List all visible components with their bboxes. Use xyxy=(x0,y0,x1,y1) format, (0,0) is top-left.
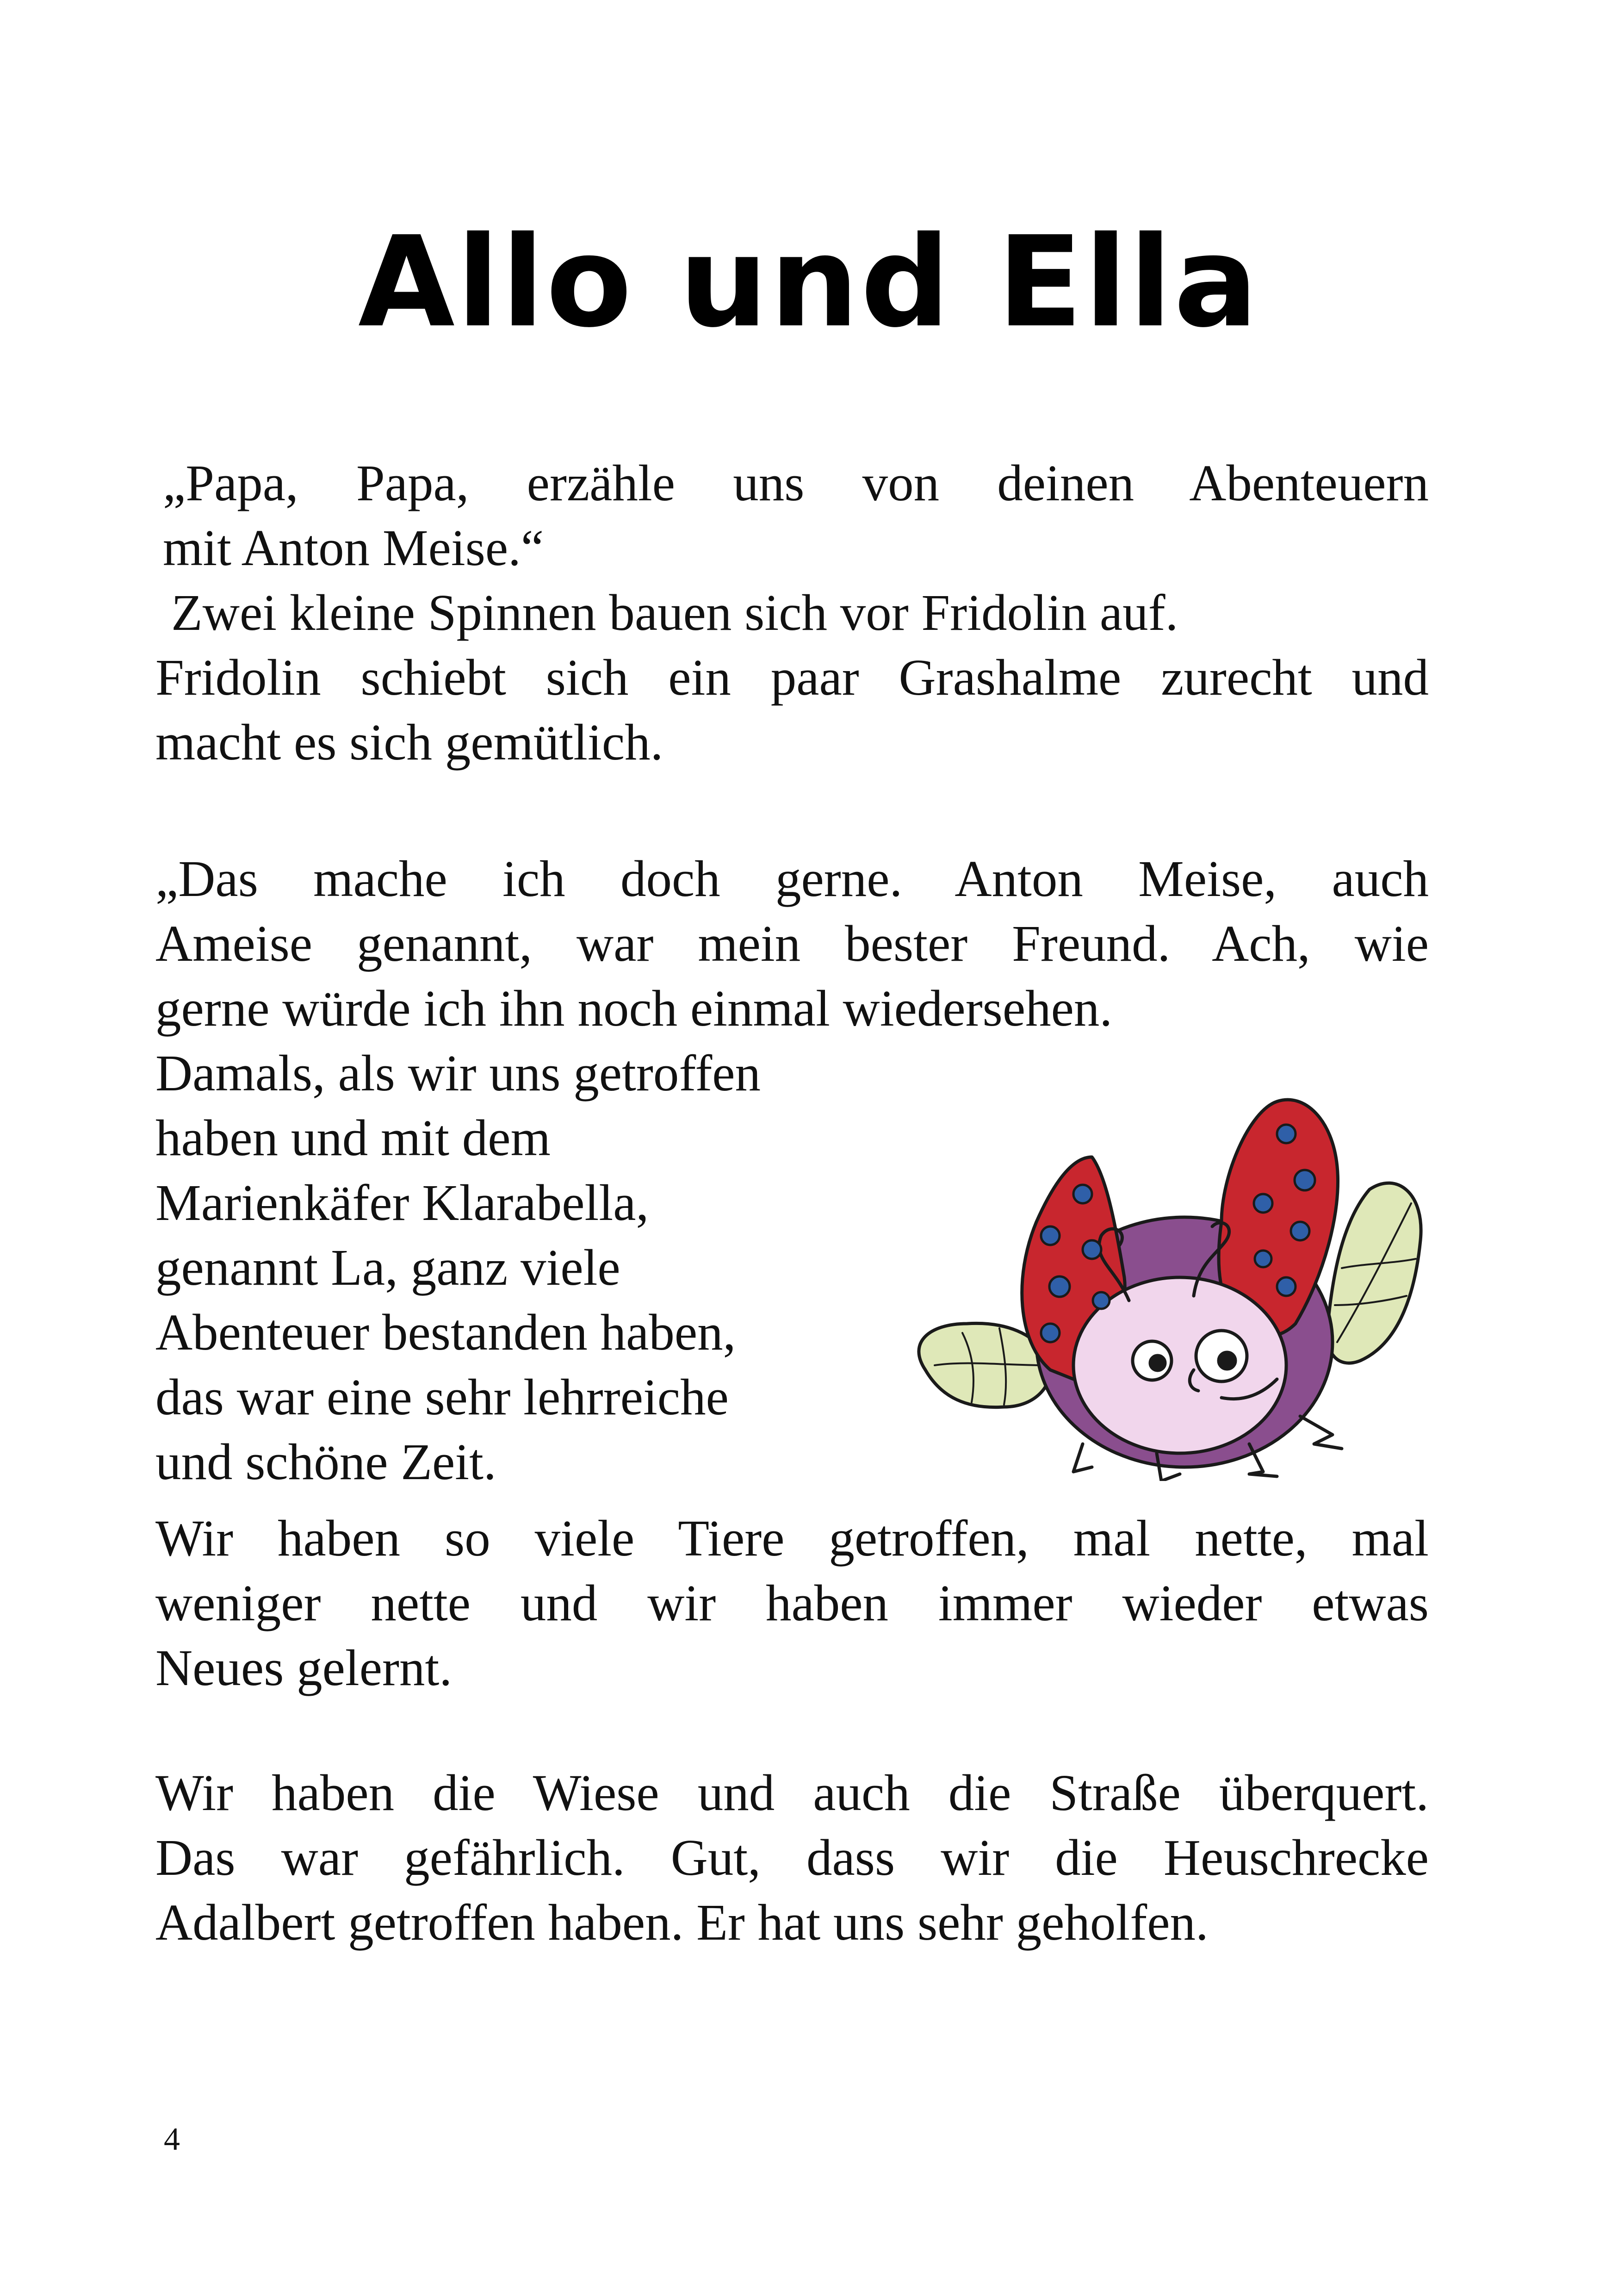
paragraph-line: Marienkäfer Klarabella, xyxy=(155,1175,649,1232)
paragraph-line: „Papa, Papa, erzähle uns von deinen Abenteuern xyxy=(163,455,1429,512)
paragraph-line: Das war gefährlich. Gut, dass wir die Heuschrecke xyxy=(155,1829,1429,1886)
paragraph-line: Fridolin schiebt sich ein paar Grashalme zurecht und xyxy=(155,649,1429,706)
paragraph-line: macht es sich gemütlich. xyxy=(155,714,663,771)
paragraph-line: haben und mit dem xyxy=(155,1110,551,1167)
page-number: 4 xyxy=(164,2122,180,2157)
paragraph-line: Zwei kleine Spinnen bauen sich vor Fridolin auf. xyxy=(171,585,1178,641)
paragraph-line: weniger nette und wir haben immer wieder etwas xyxy=(155,1575,1429,1632)
paragraph-line: das war eine sehr lehrreiche xyxy=(155,1369,729,1426)
paragraph-line: Wir haben so viele Tiere getroffen, mal nette, mal xyxy=(155,1510,1429,1567)
paragraph-line: Damals, als wir uns getroffen xyxy=(155,1045,761,1102)
paragraph-line: Wir haben die Wiese und auch die Straße überquert. xyxy=(155,1765,1429,1822)
ladybug-illustration xyxy=(898,1083,1444,1481)
paragraph-line: Abenteuer bestanden haben, xyxy=(155,1304,736,1361)
paragraph-line: Adalbert getroffen haben. Er hat uns sehr geholfen. xyxy=(155,1894,1209,1951)
paragraph-line: Ameise genannt, war mein bester Freund. Ach, wie xyxy=(155,915,1429,972)
paragraph-line: mit Anton Meise.“ xyxy=(163,520,544,577)
paragraph-line: Neues gelernt. xyxy=(155,1640,453,1697)
page-title: Allo und Ella xyxy=(358,209,1260,355)
paragraph-line: genannt La, ganz viele xyxy=(155,1239,620,1296)
paragraph-line: „Das mache ich doch gerne. Anton Meise, auch xyxy=(155,851,1429,908)
paragraph-line: gerne würde ich ihn noch einmal wiedersehen. xyxy=(155,980,1113,1037)
paragraph-line: und schöne Zeit. xyxy=(155,1434,496,1491)
